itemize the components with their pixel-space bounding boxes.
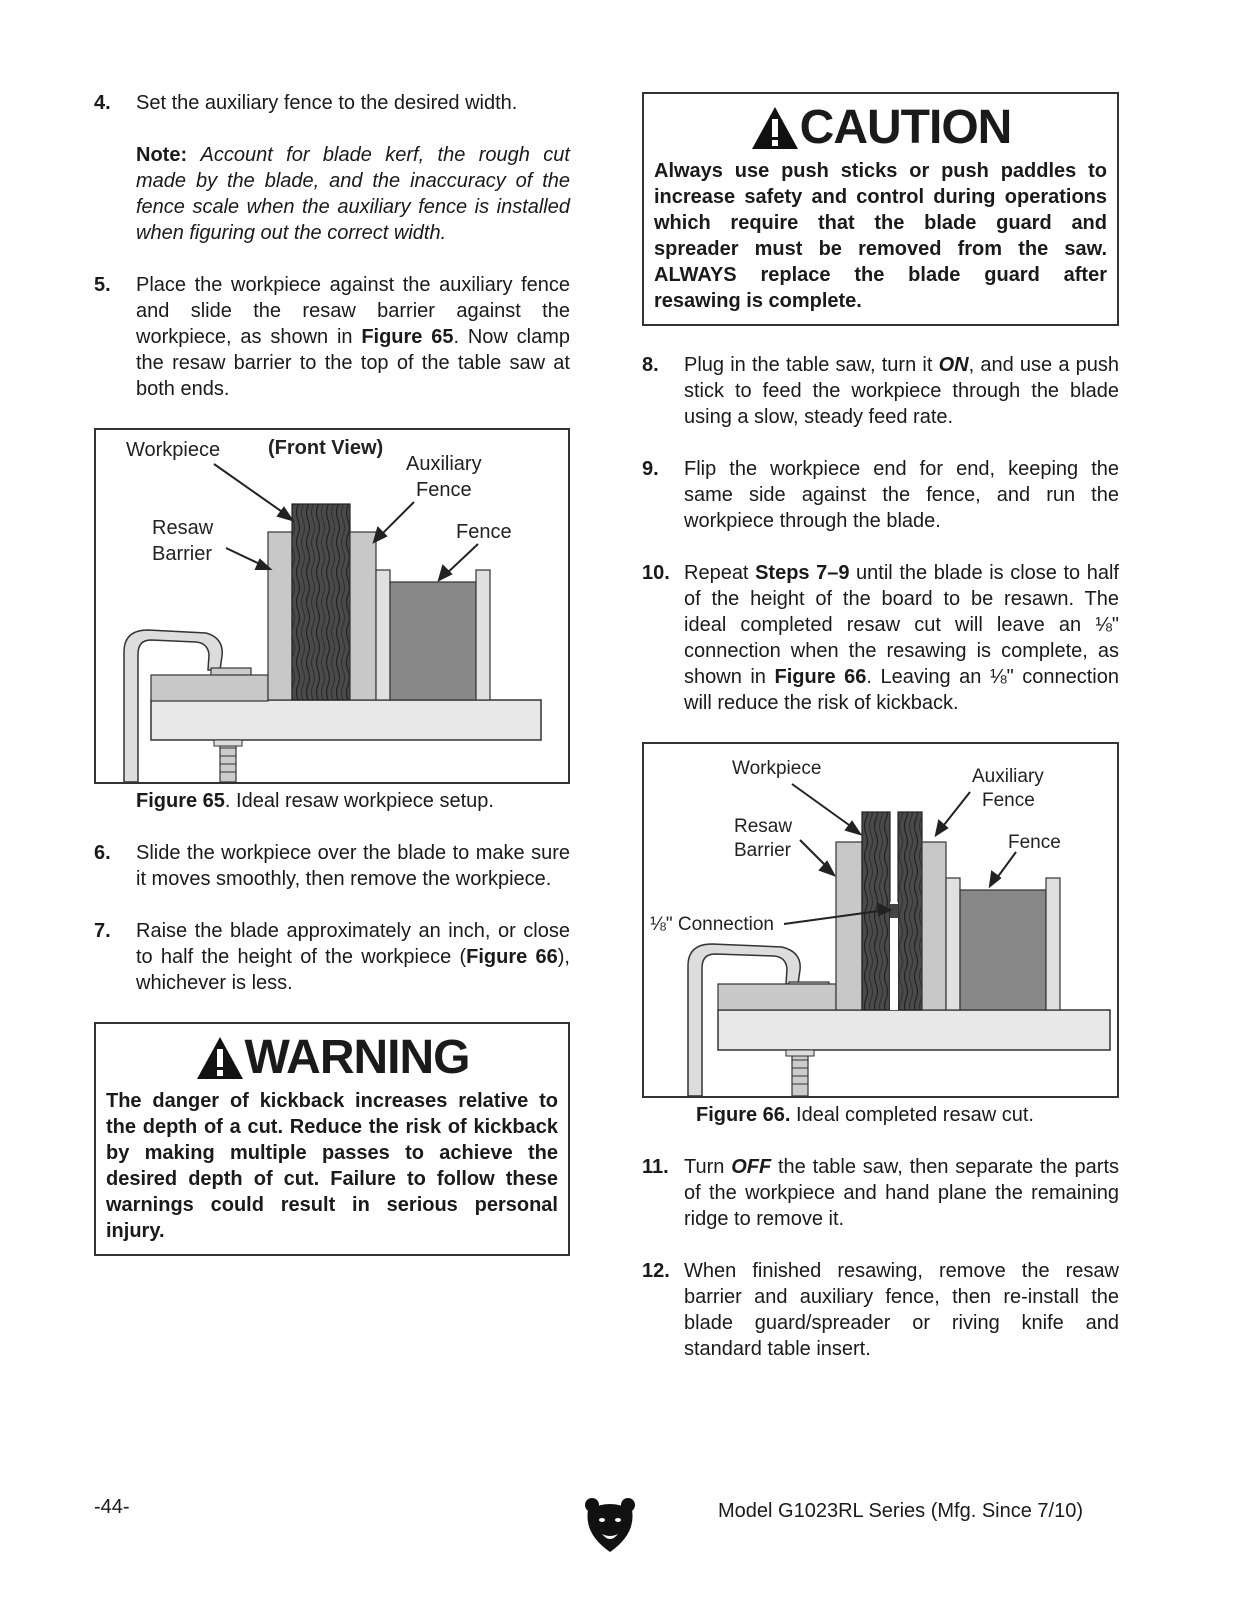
kerf-gap	[890, 902, 898, 1010]
label-fence: Fence	[456, 521, 512, 543]
text-run: Repeat	[684, 562, 756, 584]
clamp-screw	[214, 740, 242, 782]
label-workpiece: Workpiece	[126, 439, 221, 461]
label-workpiece: Workpiece	[732, 758, 822, 779]
figure-66-diagram	[644, 744, 1117, 1096]
step-number: 9.	[642, 458, 659, 480]
caution-title: CAUTION	[799, 101, 1012, 154]
saw-table	[151, 700, 541, 740]
step-text	[136, 918, 570, 996]
label-auxiliary: Auxiliary	[406, 453, 482, 475]
step-10	[642, 560, 1119, 716]
figure-65-diagram	[96, 430, 568, 782]
caution-box	[642, 92, 1119, 326]
figure-reference: Figure 65	[361, 326, 454, 348]
step-8	[642, 352, 1119, 430]
fence	[960, 890, 1046, 1010]
step-number: 6.	[94, 842, 111, 864]
figure-65	[94, 428, 570, 784]
warning-header	[106, 1028, 558, 1088]
figure-66-caption	[696, 1102, 1119, 1128]
step-11	[642, 1154, 1119, 1232]
step-text	[684, 352, 1119, 430]
step-number: 5.	[94, 274, 111, 296]
fence-side	[1046, 878, 1060, 1010]
step-7	[94, 918, 570, 996]
step-number: 8.	[642, 354, 659, 376]
resaw-barrier	[836, 842, 862, 1010]
saw-table	[718, 1010, 1110, 1050]
step-text: When finished resawing, remove the resaw barrier and auxiliary fence, then re-install the blade guard/spreader or riving knife and standard table insert.	[684, 1260, 1119, 1360]
label-front-view: (Front View)	[268, 437, 384, 459]
step-text: Slide the workpiece over the blade to make sure it moves smoothly, then remove the workpiece.	[136, 842, 570, 890]
label-auxiliary-fence: Fence	[982, 790, 1035, 811]
step-4	[94, 90, 570, 116]
text-run: Turn	[684, 1156, 732, 1178]
caption-ref: Figure 66.	[696, 1104, 791, 1126]
emphasis: ON	[938, 354, 969, 376]
label-connection: ⅛" Connection	[650, 914, 774, 935]
text-run: until the blade is close to half of the height of the board to be resawn. The ideal completed resaw cut will leave an ⅛" connection when the resawing is complete, as shown in	[684, 562, 1119, 688]
bear-head-icon	[584, 1496, 636, 1554]
resaw-barrier	[268, 532, 292, 700]
text-run: Plug in the table saw, turn it	[684, 354, 939, 376]
text-run: . Leaving an ⅛" connection will reduce the risk of kickback.	[684, 666, 1119, 714]
figure-66	[642, 742, 1119, 1098]
step-number: 10.	[642, 562, 670, 584]
step-text: Set the auxiliary fence to the desired width.	[136, 92, 518, 114]
caution-text: Always use push sticks or push paddles to increase safety and control during operations which require that the blade guard and spreader must be removed from the saw. ALWAYS replace the blade guard after resawing is complete.	[654, 160, 1107, 312]
auxiliary-fence	[922, 842, 946, 1010]
fence-face	[946, 878, 960, 1010]
resaw-barrier-base	[718, 984, 836, 1010]
fence	[390, 582, 476, 700]
caution-header	[654, 98, 1107, 158]
label-barrier: Barrier	[734, 840, 792, 861]
text-run: ), whichever is less.	[136, 946, 570, 994]
step-text: Flip the workpiece end for end, keeping the same side against the fence, and run the workpiece through the blade.	[684, 458, 1119, 532]
label-resaw: Resaw	[152, 517, 214, 539]
clamp-screw	[786, 1050, 814, 1096]
step-5	[94, 272, 570, 402]
page-number: -44-	[94, 1496, 130, 1518]
resaw-barrier-base	[151, 675, 268, 701]
step-number: 7.	[94, 920, 111, 942]
label-barrier: Barrier	[152, 543, 213, 565]
caution-triangle-icon	[750, 105, 800, 151]
right-column	[642, 92, 1119, 1388]
emphasis: OFF	[731, 1156, 772, 1178]
step-6	[94, 840, 570, 892]
note	[136, 142, 570, 246]
warning-triangle-icon	[195, 1035, 245, 1081]
text-run: Raise the blade approximately an inch, or close to half the height of the workpiece (	[136, 920, 570, 968]
model-info: Model G1023RL Series (Mfg. Since 7/10)	[718, 1500, 1083, 1522]
figure-reference: Figure 66	[466, 946, 558, 968]
step-number: 12.	[642, 1260, 670, 1282]
warning-text: The danger of kickback increases relative to the depth of a cut. Reduce the risk of kickback by making multiple passes to achieve the desired depth of cut. Failure to follow these warnings could result in serious personal injury.	[106, 1090, 558, 1242]
label-fence: Fence	[1008, 832, 1061, 853]
text-run: , and use a push stick to feed the workpiece through the blade using a slow, steady feed rate.	[684, 354, 1119, 428]
step-text	[684, 1154, 1119, 1232]
label-auxiliary: Auxiliary	[972, 766, 1044, 787]
label-resaw: Resaw	[734, 816, 793, 837]
note-text: Account for blade kerf, the rough cut made by the blade, and the inaccuracy of the fence scale when the auxiliary fence is installed when figuring out the correct width.	[136, 144, 570, 244]
step-text	[136, 272, 570, 402]
fence-side	[476, 570, 490, 700]
auxiliary-fence	[350, 532, 376, 700]
text-run: the table saw, then separate the parts of the workpiece and hand plane the remaining ridge to remove it.	[684, 1156, 1119, 1230]
step-9	[642, 456, 1119, 534]
figure-65-caption	[136, 788, 570, 814]
bear-logo	[584, 1496, 636, 1559]
text-run: . Now clamp the resaw barrier to the top of the table saw at both ends.	[136, 326, 571, 400]
step-12	[642, 1258, 1119, 1362]
steps-reference: Steps 7–9	[755, 562, 850, 584]
text-run: Place the workpiece against the auxiliary fence and slide the resaw barrier against the workpiece, as shown in	[136, 274, 570, 348]
step-number: 11.	[642, 1156, 669, 1178]
step-text	[684, 560, 1119, 716]
caption-text: . Ideal resaw workpiece setup.	[224, 790, 494, 812]
connection-strip	[890, 904, 898, 918]
fence-face	[376, 570, 390, 700]
figure-reference: Figure 66	[774, 666, 867, 688]
note-label: Note:	[136, 144, 188, 166]
left-column	[94, 90, 570, 1256]
workpiece-half-right	[898, 812, 922, 1010]
caption-text: Ideal completed resaw cut.	[790, 1104, 1034, 1126]
warning-box	[94, 1022, 570, 1256]
workpiece	[292, 504, 350, 700]
warning-title: WARNING	[244, 1031, 470, 1084]
caption-ref: Figure 65	[136, 790, 225, 812]
label-auxiliary-fence: Fence	[416, 479, 472, 501]
step-number: 4.	[94, 92, 111, 114]
